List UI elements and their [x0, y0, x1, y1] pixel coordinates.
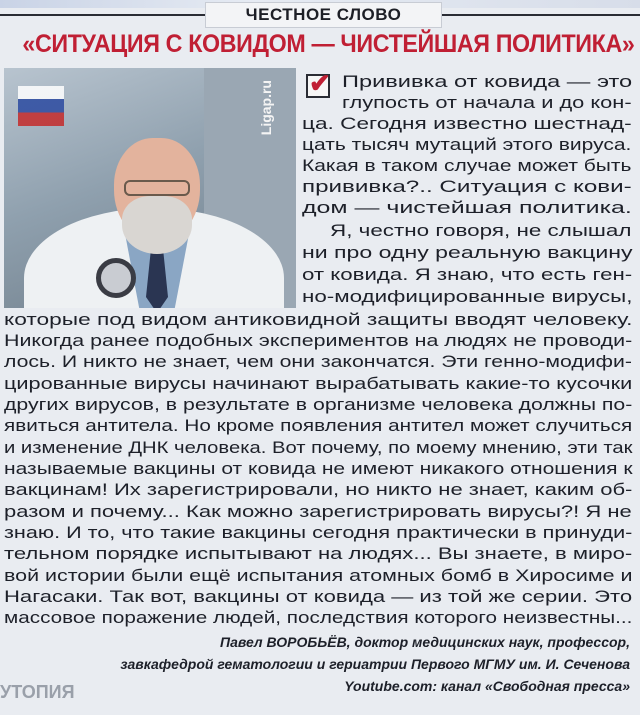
text-line: вакцинам! Их зарегистрировали, но никто не знает, каким об- — [4, 480, 633, 499]
text-line: лось. И никто не знает, чем они закончатся. Эти генно-модифи- — [4, 352, 632, 371]
text-line: называемые вакцины от ковида не имеют никакого отношения к — [4, 459, 633, 478]
source-credit: Youtube.com: канал «Свободная пресса» — [344, 678, 630, 694]
text-line: вой истории были ещё испытания атомных бомб в Хиросиме и — [4, 566, 633, 585]
article-headline: «СИТУАЦИЯ С КОВИДОМ — ЧИСТЕЙШАЯ ПОЛИТИКА» — [22, 30, 635, 58]
text-line: явиться антитела. Но кроме появления антител может случиться — [4, 416, 633, 435]
rubric-label: ЧЕСТНОЕ СЛОВО — [205, 2, 442, 28]
text-line: ни про одну реальную вакцину — [302, 243, 633, 262]
text-line: разом и почему... Как можно зарегистрировать вирусы?! Я не — [4, 502, 632, 521]
author-photo — [4, 68, 296, 308]
text-line: и изменение ДНК человека. Вот почему, по моему мнению, эти так — [4, 438, 633, 457]
check-mark-icon — [306, 68, 331, 98]
text-line: глупость от начала и до кон- — [342, 93, 632, 112]
text-line: от ковида. Я знаю, что есть ген- — [302, 265, 633, 284]
text-line: но-модифицированные вирусы, — [302, 287, 633, 306]
stethoscope-icon — [96, 258, 136, 298]
text-line: других вирусов, в результате в организме человека должны по- — [4, 395, 633, 414]
text-line: Нагасаки. Так вот, вакцины от ковида — из той же серии. Это — [4, 587, 633, 606]
flag-decoration — [18, 86, 64, 126]
text-line: которые под видом антиковидной защиты вводят человеку. — [4, 310, 633, 329]
text-line: Я, честно говоря, не слышал — [330, 221, 632, 240]
text-line: дом — чистейшая политика. — [302, 198, 632, 217]
author-affiliation: завкафедрой гематологии и гериатрии Первого МГМУ им. И. Сеченова — [120, 656, 630, 672]
text-line: тельном порядке испытывают на людях... Вы знаете, в миро- — [4, 544, 633, 563]
text-line: Прививка от ковида — это — [342, 72, 633, 91]
photo-watermark: Ligap.ru — [258, 80, 274, 136]
text-line: ца. Сегодня известно шестнад- — [302, 114, 632, 133]
publication-logo: УТОПИЯ — [0, 682, 75, 702]
beard — [122, 196, 192, 254]
text-line: цать тысяч мутаций этого вируса. — [302, 135, 632, 154]
check-glyph: ✔ — [309, 68, 331, 98]
text-line: цированные вирусы начинают вырабатывать какие-то кусочки — [4, 374, 633, 393]
text-line: Какая в таком случае может быть — [302, 156, 632, 175]
text-line: знаю. И то, что такие вакцины сегодня практически в принуди- — [4, 523, 633, 542]
text-line: массовое поражение людей, последствия которого неизвестны... — [4, 608, 633, 627]
text-line: Никогда ранее подобных экспериментов на людях не проводи- — [4, 331, 633, 350]
author-signature: Павел ВОРОБЬЁВ, доктор медицинских наук, профессор, — [220, 634, 630, 650]
glasses — [124, 180, 190, 196]
text-line: прививка?.. Ситуация с кови- — [302, 177, 632, 196]
